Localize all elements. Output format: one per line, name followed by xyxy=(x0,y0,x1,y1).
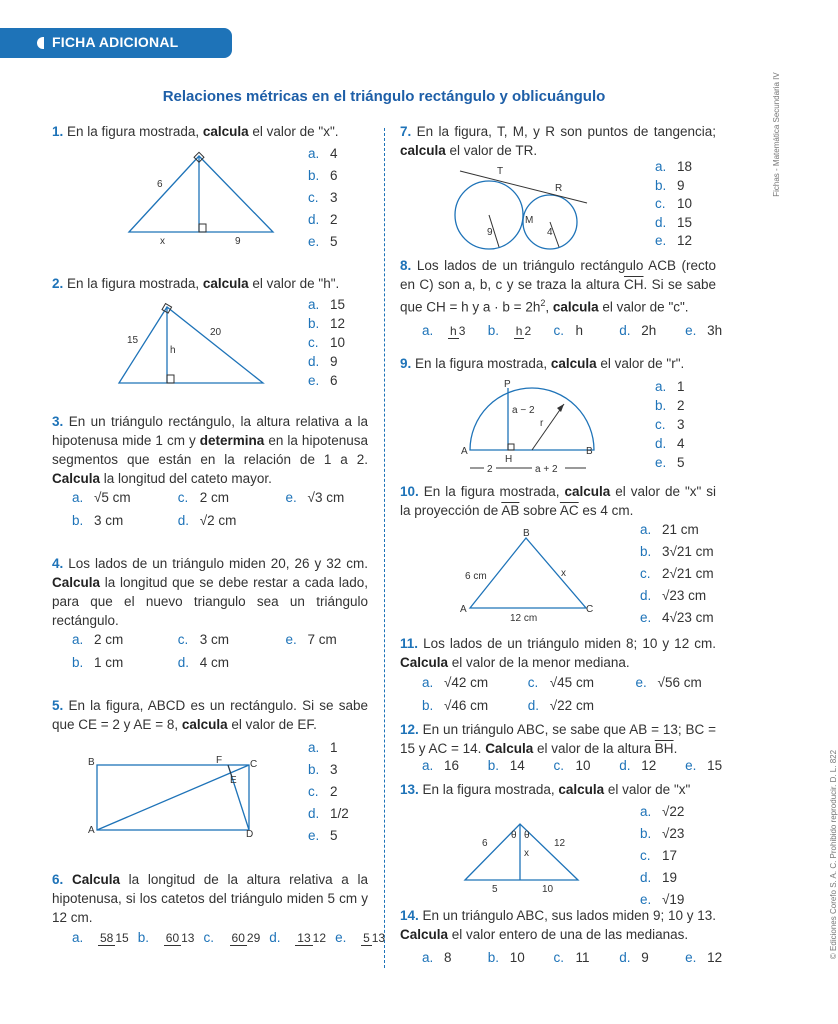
q4-option-c[interactable]: c. 3 cm xyxy=(177,632,230,647)
column-divider xyxy=(384,128,385,968)
copyright-caption: © Ediciones Corefo S. A. C. Prohibido reproducir. D. L. 822 xyxy=(828,749,838,960)
figure-2 xyxy=(115,303,275,393)
q8-option-e[interactable]: e. 3h xyxy=(685,323,723,338)
q7-option-d[interactable]: d. 15 xyxy=(655,214,693,230)
svg-text:x: x xyxy=(561,568,566,579)
question-6: 6. Calcula la longitud de la altura relativa a la hipotenusa, si los catetos del triángulo miden 5 cm y 12 cm. xyxy=(52,872,368,925)
q2-option-c[interactable]: c. 10 xyxy=(308,335,346,350)
q1-option-d[interactable]: d. 2 xyxy=(308,212,338,227)
q9-option-b[interactable]: b. 2 xyxy=(655,398,685,413)
svg-text:12 cm: 12 cm xyxy=(510,613,538,624)
q7-option-c[interactable]: c. 10 xyxy=(655,196,693,211)
svg-text:h: h xyxy=(170,345,176,356)
figure-10 xyxy=(460,528,600,626)
q11-option-c[interactable]: c. √45 cm xyxy=(527,675,594,690)
q14-options xyxy=(422,950,722,965)
q4-options-row1 xyxy=(72,632,337,647)
q3-options-row2 xyxy=(72,513,236,528)
q12-options xyxy=(422,758,722,773)
svg-text:15: 15 xyxy=(127,335,139,346)
svg-text:a − 2: a − 2 xyxy=(512,405,535,416)
svg-text:6: 6 xyxy=(157,179,163,190)
q8-option-c[interactable]: c. h xyxy=(553,323,584,338)
svg-text:M: M xyxy=(525,215,534,226)
q11-option-d[interactable]: d. √22 cm xyxy=(527,698,594,713)
q9-option-d[interactable]: d. 4 xyxy=(655,436,685,451)
q6-options xyxy=(72,930,389,946)
q2-options xyxy=(308,295,345,390)
q8-option-b[interactable]: b. h 2 xyxy=(487,323,532,338)
q3-option-b[interactable]: b. 3 cm xyxy=(72,513,124,528)
q2-option-e[interactable]: e. 6 xyxy=(308,373,338,388)
q8-options xyxy=(422,316,722,346)
q13-option-c[interactable]: c. 17 xyxy=(640,848,678,863)
q9-option-a[interactable]: a. 1 xyxy=(655,379,685,394)
svg-text:A: A xyxy=(461,446,468,457)
svg-text:F: F xyxy=(216,755,223,766)
q5-options xyxy=(308,737,349,847)
question-12: 12. En un triángulo ABC, se sabe que AB = 13; BC = 15 y AC = 14. Calcula el valor de la altura $\overline{BH}$. xyxy=(400,722,716,756)
svg-text:r: r xyxy=(540,418,544,429)
banner-title: FICHA ADICIONAL xyxy=(52,34,179,50)
svg-text:x: x xyxy=(160,236,165,247)
svg-text:C: C xyxy=(586,604,594,615)
q5-option-a[interactable]: a. 1 xyxy=(308,740,338,755)
q12-option-e[interactable]: e. 15 xyxy=(685,758,723,773)
svg-text:20: 20 xyxy=(210,327,222,338)
q13-option-b[interactable]: b. √23 xyxy=(640,826,685,841)
svg-text:D: D xyxy=(246,829,254,840)
figure-9 xyxy=(460,378,600,476)
q4-option-d[interactable]: d. 4 cm xyxy=(177,655,230,670)
svg-text:5: 5 xyxy=(492,884,498,895)
svg-text:B: B xyxy=(586,446,593,457)
figure-7 xyxy=(455,165,595,260)
svg-text:a + 2: a + 2 xyxy=(535,464,558,475)
q1-option-b[interactable]: b. 6 xyxy=(308,168,338,183)
q3-options-row1 xyxy=(72,490,344,505)
svg-text:H: H xyxy=(505,454,513,465)
q9-option-e[interactable]: e. 5 xyxy=(655,455,685,470)
svg-text:9: 9 xyxy=(487,227,493,238)
figure-1 xyxy=(125,152,285,247)
question-13: 13. En la figura mostrada, calcula el valor de "x" xyxy=(400,782,691,797)
q10-option-a[interactable]: a. 21 cm xyxy=(640,522,699,537)
q14-option-c[interactable]: c. 11 xyxy=(553,950,590,965)
q3-option-d[interactable]: d. √2 cm xyxy=(177,513,237,528)
q11-options-row1 xyxy=(422,675,702,690)
q10-option-b[interactable]: b. 3√21 cm xyxy=(640,544,714,559)
q3-option-a[interactable]: a. √5 cm xyxy=(72,490,131,505)
question-3: 3. En un triángulo rectángulo, la altura relativa a la hipotenusa mide 1 cm y determina en la hipotenusa segmentos que están en la relación de 1 a 2. Calcula la longitud del cateto mayor. xyxy=(52,414,368,486)
q10-option-e[interactable]: e. 4√23 cm xyxy=(640,610,714,625)
svg-text:4: 4 xyxy=(547,227,553,238)
question-10: 10. En la figura mostrada, calcula el valor de "x" si la proyección de $\overline{AB}$ sobre $\overline{AC}$ es 4 cm. xyxy=(400,484,716,518)
q6-option-a[interactable]: a. 58 15 xyxy=(72,930,129,945)
question-1: 1. En la figura mostrada, calcula el valor de "x". xyxy=(52,124,339,139)
svg-text:B: B xyxy=(523,528,530,539)
svg-text:6: 6 xyxy=(482,838,488,849)
svg-text:10: 10 xyxy=(542,884,554,895)
svg-text:B: B xyxy=(88,757,95,768)
svg-text:6 cm: 6 cm xyxy=(465,571,487,582)
question-4: 4. Los lados de un triángulo miden 20, 26 y 32 cm. Calcula la longitud que se debe restar a cada lado, para que el nuevo triangulo sea un triángulo rectángulo. xyxy=(52,556,368,628)
svg-text:C: C xyxy=(250,759,258,770)
question-5: 5. En la figura, ABCD es un rectángulo. Si se sabe que CE = 2 y AE = 8, calcula el valor de EF. xyxy=(52,698,368,732)
q9-options xyxy=(655,377,685,472)
q6-option-d[interactable]: d. 13 12 xyxy=(269,930,327,945)
q13-option-a[interactable]: a. √22 xyxy=(640,804,685,819)
q2-option-d[interactable]: d. 9 xyxy=(308,354,338,369)
q7-option-a[interactable]: a. 18 xyxy=(655,159,693,174)
svg-text:12: 12 xyxy=(554,838,566,849)
q4-options-row2 xyxy=(72,655,229,670)
question-9: 9. En la figura mostrada, calcula el valor de "r". xyxy=(400,356,685,371)
q1-option-e[interactable]: e. 5 xyxy=(308,234,338,249)
question-7: 7. En la figura, T, M, y R son puntos de tangencia; calcula el valor de TR. xyxy=(400,124,716,158)
svg-text:P: P xyxy=(504,379,511,390)
q9-option-c[interactable]: c. 3 xyxy=(655,417,685,432)
q14-option-b[interactable]: b. 10 xyxy=(487,950,525,965)
q13-option-d[interactable]: d. 19 xyxy=(640,870,678,885)
q3-option-e[interactable]: e. √3 cm xyxy=(285,490,345,505)
q6-option-c[interactable]: c. 60 29 xyxy=(203,930,261,945)
svg-text:2: 2 xyxy=(487,464,493,475)
figure-5 xyxy=(88,755,263,840)
q5-option-b[interactable]: b. 3 xyxy=(308,762,338,777)
svg-text:T: T xyxy=(497,166,504,177)
q10-option-d[interactable]: d. √23 cm xyxy=(640,588,707,603)
q11-option-e[interactable]: e. √56 cm xyxy=(635,675,702,690)
side-caption: Fichas - Matemática Secundaria IV xyxy=(771,72,781,197)
q10-option-c[interactable]: c. 2√21 cm xyxy=(640,566,714,581)
q1-option-a[interactable]: a. 4 xyxy=(308,146,338,161)
q14-option-e[interactable]: e. 12 xyxy=(685,950,723,965)
svg-text:E: E xyxy=(230,775,237,786)
q7-options xyxy=(655,158,692,251)
q1-option-c[interactable]: c. 3 xyxy=(308,190,338,205)
q4-option-b[interactable]: b. 1 cm xyxy=(72,655,124,670)
q8-option-a[interactable]: a. h 3 xyxy=(422,323,466,338)
q12-option-b[interactable]: b. 14 xyxy=(487,758,525,773)
q7-option-e[interactable]: e. 12 xyxy=(655,233,693,248)
banner-mark xyxy=(37,37,44,49)
question-8: 8. Los lados de un triángulo rectángulo ACB (recto en C) son a, b, c y se traza la altura $\overline{CH}$. Si se sabe que CH = h y $a \cdot b = 2h^2$, calcula el valor de "c". xyxy=(400,258,716,315)
question-2: 2. En la figura mostrada, calcula el valor de "h". xyxy=(52,276,340,291)
svg-text:R: R xyxy=(555,183,563,194)
q7-option-b[interactable]: b. 9 xyxy=(655,177,685,193)
svg-text:9: 9 xyxy=(235,236,241,247)
q12-option-a[interactable]: a. 16 xyxy=(422,758,460,773)
svg-text:A: A xyxy=(460,604,467,615)
banner xyxy=(0,28,232,58)
svg-text:θ: θ xyxy=(511,830,517,841)
q13-options xyxy=(640,801,684,911)
svg-text:x: x xyxy=(524,848,529,859)
page-title: Relaciones métricas en el triángulo rectángulo y oblicuángulo xyxy=(162,88,606,105)
q5-option-d[interactable]: d. 1/2 xyxy=(308,806,349,821)
question-11: 11. Los lados de un triángulo miden 8; 10 y 12 cm. Calcula el valor de la menor mediana. xyxy=(400,636,716,670)
q5-option-e[interactable]: e. 5 xyxy=(308,828,338,843)
q12-option-d[interactable]: d. 12 xyxy=(619,758,657,773)
q4-option-e[interactable]: e. 7 cm xyxy=(285,632,337,647)
q5-option-c[interactable]: c. 2 xyxy=(308,784,338,799)
q3-option-c[interactable]: c. 2 cm xyxy=(177,490,230,505)
q11-options-row2 xyxy=(422,698,594,713)
q11-option-a[interactable]: a. √42 cm xyxy=(422,675,489,690)
question-14: 14. En un triángulo ABC, sus lados miden 9; 10 y 13. Calcula el valor entero de una de las medianas. xyxy=(400,908,716,942)
q4-option-a[interactable]: a. 2 cm xyxy=(72,632,124,647)
q2-option-b[interactable]: b. 12 xyxy=(308,316,346,331)
svg-text:A: A xyxy=(88,825,95,836)
q8-option-d[interactable]: d. 2h xyxy=(619,323,657,338)
q14-option-d[interactable]: d. 9 xyxy=(619,950,649,965)
q12-option-c[interactable]: c. 10 xyxy=(553,758,591,773)
q6-option-e[interactable]: e. 5 13 xyxy=(335,930,386,945)
q14-option-a[interactable]: a. 8 xyxy=(422,950,452,965)
svg-text:θ: θ xyxy=(524,830,530,841)
q10-options xyxy=(640,519,714,629)
q2-option-a[interactable]: a. 15 xyxy=(308,297,346,312)
q1-options xyxy=(308,143,338,253)
q11-option-b[interactable]: b. √46 cm xyxy=(422,698,489,713)
q6-option-b[interactable]: b. 60 13 xyxy=(137,930,195,945)
figure-13 xyxy=(460,818,590,896)
q13-option-e[interactable]: e. √19 xyxy=(640,892,685,907)
